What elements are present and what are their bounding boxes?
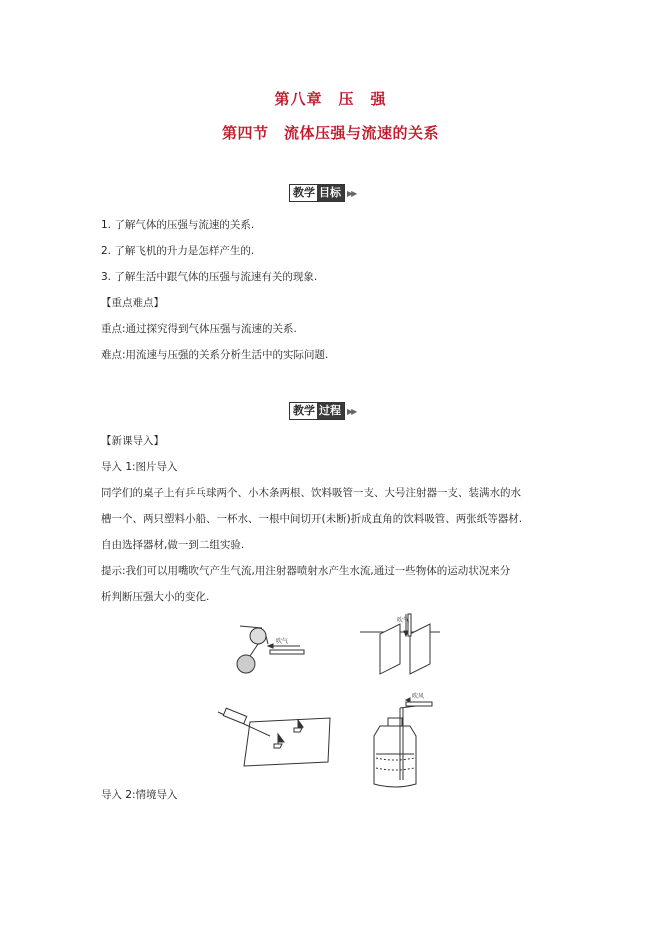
figure-jar-straw	[374, 698, 432, 787]
badge-teaching-process	[289, 402, 355, 420]
key-point: 重点:通过探究得到气体压强与流速的关系.	[101, 323, 297, 335]
paragraph-line: 槽一个、两只塑料小船、一杯水、一根中间切开(未断)折成直角的饮料吸管、两张纸等器材.	[101, 513, 523, 525]
intro1-title: 导入 1:图片导入	[101, 461, 178, 473]
badge-process-part1: 教学	[290, 403, 317, 419]
intro2-title: 导入 2:情境导入	[101, 789, 178, 801]
badge-process-part2: 过程	[317, 403, 344, 419]
badge-teaching-goals	[289, 184, 355, 202]
goal-item-3: 3. 了解生活中跟气体的压强与流速有关的现象.	[101, 271, 318, 283]
label-blow-2: 吹气	[397, 617, 410, 624]
figure-syringe-boats	[218, 708, 330, 766]
badge-goals-part2: 目标	[317, 185, 344, 201]
hint-line: 提示:我们可以用嘴吹气产生气流,用注射器喷射水产生水流,通过一些物体的运动状况来分	[101, 565, 511, 577]
label-wind: 吹风	[412, 693, 425, 700]
experiment-figures	[210, 612, 470, 792]
hint-line: 析判断压强大小的变化.	[101, 591, 210, 603]
goal-item-2: 2. 了解飞机的升力是怎样产生的.	[101, 245, 255, 257]
paragraph-line: 同学们的桌子上有乒乓球两个、小木条两根、饮料吸管一支、大号注射器一支、装满水的水	[101, 487, 521, 499]
double-arrow-icon: ▶▶	[347, 188, 356, 198]
double-arrow-icon: ▶▶	[347, 406, 356, 416]
badge-goals-part1: 教学	[290, 185, 317, 201]
goal-item-1: 1. 了解气体的压强与流速的关系.	[101, 219, 255, 231]
key-points-heading: 【重点难点】	[101, 297, 164, 309]
chapter-title: 第八章 压 强	[274, 90, 387, 108]
section-title: 第四节 流体压强与流速的关系	[221, 124, 439, 142]
figure-ping-pong-balls	[237, 626, 304, 673]
label-blow-1: 吹气	[276, 638, 289, 645]
paragraph-line: 自由选择器材,做一到二组实验.	[101, 539, 245, 551]
new-lesson-heading: 【新课导入】	[101, 435, 164, 447]
difficulty-point: 难点:用流速与压强的关系分析生活中的实际问题.	[101, 349, 329, 361]
